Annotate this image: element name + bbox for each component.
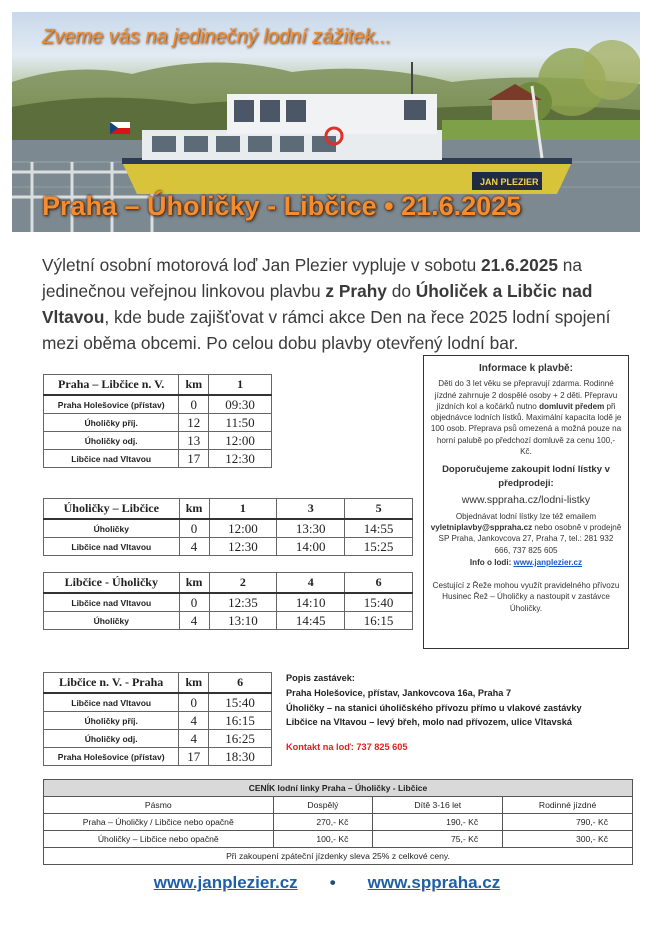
table-row xyxy=(44,450,272,468)
price-col-header: Dospělý xyxy=(273,797,373,814)
intro-text-1: Výletní osobní motorová loď Jan Plezier vypluje v sobotu xyxy=(42,255,482,275)
stop-desc-text: – levý břeh, molo nad přívozem, ulice Vltavská xyxy=(366,717,572,728)
stop-desc-name: Úholičky xyxy=(286,702,325,713)
timetable-trip-header: 2 xyxy=(209,573,277,594)
timetable-libcice-praha xyxy=(43,672,272,766)
stop-time: 12:30 xyxy=(209,538,277,556)
stop-time: 12:30 xyxy=(209,450,272,468)
timetable-km-header: km xyxy=(179,375,209,396)
stop-time: 15:40 xyxy=(209,693,272,712)
stop-time: 14:45 xyxy=(277,612,345,630)
stop-name: Úholičky příj. xyxy=(44,414,179,432)
stop-km: 13 xyxy=(179,432,209,450)
stop-km: 4 xyxy=(179,712,209,730)
price-child: 75,- Kč xyxy=(373,831,503,848)
stop-desc-2 xyxy=(286,701,631,716)
stop-time: 14:00 xyxy=(277,538,345,556)
timetable-praha-libcice xyxy=(43,374,272,468)
price-family: 790,- Kč xyxy=(503,814,633,831)
stop-time: 09:30 xyxy=(209,395,272,414)
timetable-trip-header: 1 xyxy=(209,375,272,396)
stop-name: Libčice nad Vltavou xyxy=(44,593,180,612)
price-col-header: Pásmo xyxy=(44,797,274,814)
stop-time: 16:25 xyxy=(209,730,272,748)
stop-time: 11:50 xyxy=(209,414,272,432)
info-text-1 xyxy=(430,378,622,457)
stop-km: 4 xyxy=(179,730,209,748)
price-col-header: Dítě 3-16 let xyxy=(373,797,503,814)
stop-time: 16:15 xyxy=(209,712,272,730)
stop-time: 15:40 xyxy=(345,593,413,612)
stop-desc-text: , přístav, Jankovcova 16a, Praha 7 xyxy=(362,687,512,698)
stop-name: Libčice nad Vltavou xyxy=(44,693,179,712)
timetable-km-header: km xyxy=(179,673,209,694)
footer-separator: • xyxy=(329,873,336,892)
stop-name: Praha Holešovice (přístav) xyxy=(44,748,179,766)
stop-time: 14:10 xyxy=(277,593,345,612)
info-text-3: Cestující z Řeže mohou využít pravidelného přívozu Husinec Řež – Úholičky a nastoupit v zastávce Úholičky. xyxy=(432,581,620,613)
stop-name: Libčice nad Vltavou xyxy=(44,450,179,468)
intro-to: Úholiček a Libčic nad Vltavou xyxy=(42,281,593,327)
table-row xyxy=(44,593,413,612)
stop-km: 4 xyxy=(179,538,209,556)
table-row xyxy=(44,748,272,766)
timetable-trip-header: 6 xyxy=(209,673,272,694)
timetable-route: Úholičky – Libčice xyxy=(44,499,180,520)
table-row xyxy=(44,519,413,538)
sppraha-link[interactable]: www.sppraha.cz xyxy=(367,873,501,892)
stop-km: 17 xyxy=(179,748,209,766)
stop-km: 0 xyxy=(179,693,209,712)
info-text-2a: Objednávat lodní lístky lze též emailem xyxy=(455,511,597,521)
stop-km: 4 xyxy=(179,612,209,630)
timetable-uholicky-libcice xyxy=(43,498,413,556)
timetable-trip-header: 1 xyxy=(209,499,277,520)
stop-time: 13:10 xyxy=(209,612,277,630)
intro-text-4: , kde bude zajišťovat v rámci akce Den na řece 2025 lodní spojení mezi oběma obcemi. Po celou dobu plavby otevřený lodní bar. xyxy=(42,307,611,353)
stop-time: 16:15 xyxy=(345,612,413,630)
timetable-trip-header: 4 xyxy=(277,573,345,594)
table-row xyxy=(44,612,413,630)
price-zone: Úholičky – Libčice nebo opačně xyxy=(44,831,274,848)
intro-date: 21.6.2025 xyxy=(481,255,558,275)
table-row xyxy=(44,693,272,712)
stop-name: Úholičky odj. xyxy=(44,730,179,748)
stop-time: 13:30 xyxy=(277,519,345,538)
timetable-trip-header: 5 xyxy=(345,499,413,520)
stop-time: 12:00 xyxy=(209,519,277,538)
timetable-trip-header: 3 xyxy=(277,499,345,520)
stop-time: 14:55 xyxy=(345,519,413,538)
stop-name: Úholičky xyxy=(44,519,180,538)
table-row xyxy=(44,538,413,556)
hero-banner xyxy=(12,12,640,232)
boat-name-label: JAN PLEZIER xyxy=(480,177,539,187)
stops-heading: Popis zastávek: xyxy=(286,673,355,683)
intro-from: z Prahy xyxy=(325,281,387,301)
table-row xyxy=(44,395,272,414)
timetable-route: Libčice - Úholičky xyxy=(44,573,180,594)
boat-contact: Kontakt na loď: 737 825 605 xyxy=(286,742,408,753)
timetable-libcice-uholicky xyxy=(43,572,413,630)
stop-km: 12 xyxy=(179,414,209,432)
janplezier-link[interactable]: www.janplezier.cz xyxy=(153,873,298,892)
stop-desc-3 xyxy=(286,715,631,730)
stop-time: 12:35 xyxy=(209,593,277,612)
price-col-header: Rodinné jízdné xyxy=(503,797,633,814)
price-table xyxy=(43,779,633,865)
intro-text-2: na jedinečnou veřejnou linkovou plavbu xyxy=(42,255,582,301)
price-family: 300,- Kč xyxy=(503,831,633,848)
stop-time: 12:00 xyxy=(209,432,272,450)
stop-km: 0 xyxy=(179,395,209,414)
boat-info-line xyxy=(430,557,622,568)
price-note: Při zakoupení zpáteční jízdenky sleva 25% z celkové ceny. xyxy=(44,848,633,865)
table-row xyxy=(44,432,272,450)
price-adult: 100,- Kč xyxy=(273,831,373,848)
price-zone: Praha – Úholičky / Libčice nebo opačně xyxy=(44,814,274,831)
stop-desc-name: Praha Holešovice xyxy=(286,687,363,698)
hero-title: Praha – Úholičky - Libčice • 21.6.2025 xyxy=(42,191,522,221)
info-recommend: Doporučujeme zakoupit lodní lístky v předprodeji: xyxy=(442,464,610,490)
stops-description xyxy=(286,671,631,755)
timetable-trip-header: 6 xyxy=(345,573,413,594)
intro-paragraph xyxy=(42,252,622,356)
footer-links xyxy=(0,873,654,893)
stop-desc-text: – na stanici úholičského přívozu přímo u vlakové zastávky xyxy=(324,702,582,713)
price-table-title: CENÍK lodní linky Praha – Úholičky - Libčice xyxy=(44,780,633,797)
timetable-route: Libčice n. V. - Praha xyxy=(44,673,179,694)
boat-info-link[interactable]: www.janplezier.cz xyxy=(513,557,583,567)
info-text-1-bold: domluvit předem xyxy=(539,401,605,411)
stop-name: Úholičky odj. xyxy=(44,432,179,450)
order-email-link[interactable]: vyletniplavby@sppraha.cz xyxy=(430,522,533,532)
ticket-url-link[interactable]: www.sppraha.cz/lodni-listky xyxy=(461,494,591,507)
timetable-route: Praha – Libčice n. V. xyxy=(44,375,179,396)
stop-name: Praha Holešovice (přístav) xyxy=(44,395,179,414)
stop-desc-name: Libčice na Vltavou xyxy=(286,717,367,728)
stop-km: 0 xyxy=(179,593,209,612)
table-row xyxy=(44,730,272,748)
stop-name: Úholičky příj. xyxy=(44,712,179,730)
info-title: Informace k plavbě: xyxy=(479,363,573,374)
info-text-2b: nebo osobně v prodejně SP Praha, Jankovcova 27, Praha 7, tel.: 281 932 666, 737 825 605 xyxy=(438,522,622,555)
info-box xyxy=(423,355,629,649)
price-adult: 270,- Kč xyxy=(273,814,373,831)
timetable-km-header: km xyxy=(179,499,209,520)
info-text-1a: Děti do 3 let věku se přepravují zdarma. Rodinné jízdné zahrnuje 2 dospělé osoby + 2 děti. Přepravu jízdních kol a kočárků nutno xyxy=(434,379,618,411)
stop-time: 18:30 xyxy=(209,748,272,766)
timetable-km-header: km xyxy=(179,573,209,594)
stop-km: 17 xyxy=(179,450,209,468)
table-row xyxy=(44,831,633,848)
price-child: 190,- Kč xyxy=(373,814,503,831)
stop-name: Úholičky xyxy=(44,612,180,630)
stop-km: 0 xyxy=(179,519,209,538)
intro-text-3: do xyxy=(386,281,416,301)
table-row xyxy=(44,414,272,432)
info-text-2 xyxy=(430,511,622,556)
info-text-1c: při objednávce lodních lístků. Maximální kapacita lodě je 100 osob. Přeprava psů omezená a možná pouze na horní palubě po předchozí domluvě za cenu 100,- Kč. xyxy=(430,401,622,457)
table-row xyxy=(44,712,272,730)
hero-tagline: Zveme vás na jedinečný lodní zážitek... xyxy=(42,26,392,48)
stop-desc-1 xyxy=(286,686,631,701)
stop-name: Libčice nad Vltavou xyxy=(44,538,180,556)
boat-info-label: Info o lodi: xyxy=(469,557,514,567)
stop-time: 15:25 xyxy=(345,538,413,556)
table-row xyxy=(44,814,633,831)
